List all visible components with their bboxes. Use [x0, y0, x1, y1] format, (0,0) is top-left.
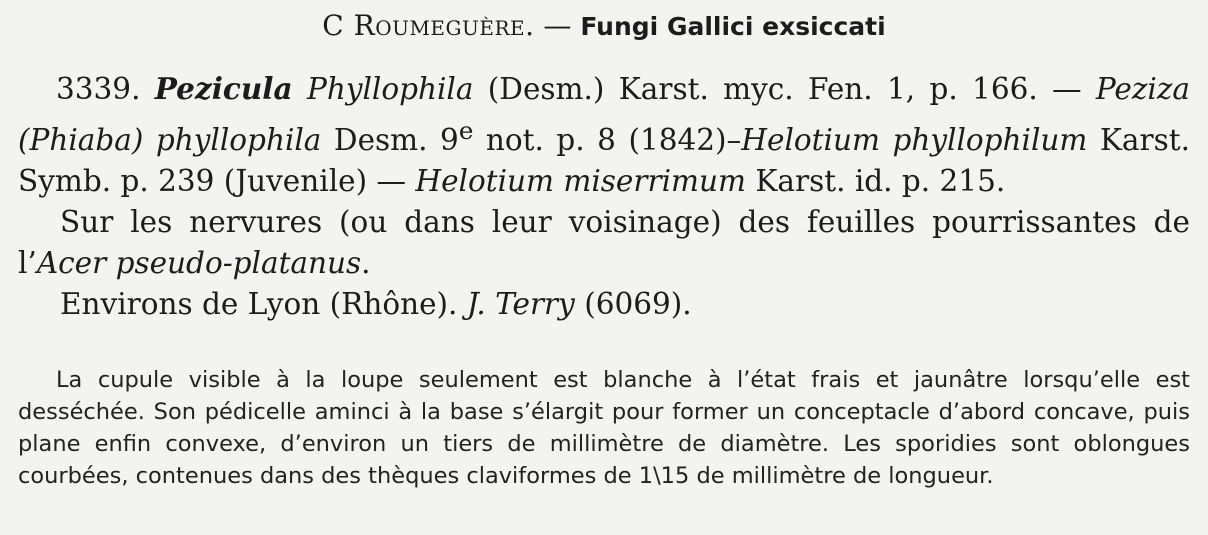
collector-number: (6069). — [574, 286, 692, 321]
specimen-entry — [18, 68, 1190, 325]
description-text: La cupule visible à la loupe seulement est blanche à l’état frais et jaunâtre lorsqu’elle est desséchée. Son pédicelle aminci à la base s’élargit pour former un conceptacle d’abord concave, puis plane enfin convexe, d’environ un tiers de millimètre de diamètre. Les sporidies sont oblongues courbées, contenues dans des thèques claviformes de 1\15 de millimètre de longueur. — [18, 367, 1190, 489]
entry-citation-3: Karst. Symb. p. 239 (Juvenile) — — [18, 122, 1190, 198]
entry-synonym-2: Helotium phyllophilum — [741, 122, 1088, 157]
entry-citation-2-sup: e — [458, 116, 474, 145]
entry-citation-4: Karst. id. p. 215. — [745, 163, 1006, 198]
specimen-description — [18, 364, 1190, 492]
habitat-text: Sur les nervures (ou dans leur voisinage) des feuilles pourrissantes de l’ — [18, 204, 1190, 280]
header-series-title: Fungi Gallici exsiccati — [580, 12, 886, 41]
entry-synonym-1: Peziza (Phiaba) phyllophila — [18, 72, 1190, 157]
header-author: C Roumeguère. — [322, 9, 535, 42]
entry-genus: Pezicula — [154, 71, 293, 106]
entry-synonym-3: Helotium miserrimum — [415, 163, 746, 198]
collector-name: J. Terry — [466, 286, 575, 321]
entry-habitat — [18, 202, 1190, 284]
page-header — [0, 6, 1208, 47]
entry-citation-2: Desm. 9 — [321, 122, 459, 157]
entry-nomenclature — [18, 68, 1190, 202]
entry-citation-2b: not. p. 8 (1842)– — [473, 122, 742, 157]
locality-text: Environs de Lyon (Rhône). — [60, 286, 467, 321]
habitat-host: Acer pseudo-platanus — [36, 245, 362, 280]
entry-locality — [18, 284, 1190, 325]
entry-species: Phyllophila — [306, 72, 474, 106]
entry-citation-1: (Desm.) Karst. myc. Fen. 1, p. 166. — [487, 72, 1038, 106]
entry-dash-1: — — [1052, 72, 1096, 106]
habitat-end: . — [361, 245, 371, 280]
header-dash: — — [534, 9, 581, 42]
entry-number: 3339. — [56, 72, 141, 106]
